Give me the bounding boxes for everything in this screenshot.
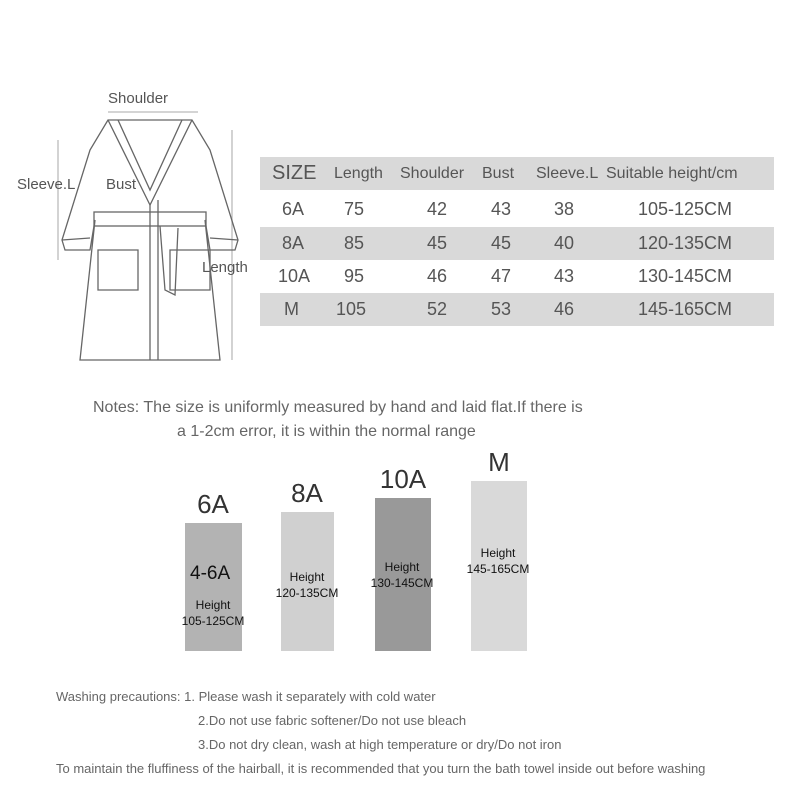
shoulder-label: Shoulder bbox=[108, 90, 169, 107]
bar-size-label: 10A bbox=[379, 464, 427, 494]
cell-height: 120-135CM bbox=[638, 233, 733, 253]
bar-text-m bbox=[456, 545, 540, 577]
bar-range: 145-165CM bbox=[466, 562, 530, 576]
cell-bust: 45 bbox=[491, 233, 512, 253]
cell-height: 145-165CM bbox=[638, 299, 733, 319]
washing-line-3: 3.Do not dry clean, wash at high temperature or dry/Do not iron bbox=[198, 737, 562, 752]
table-row bbox=[260, 260, 774, 293]
cell-shoulder: 42 bbox=[427, 199, 448, 219]
cell-sleeve: 40 bbox=[554, 233, 575, 253]
header-suitable-height: Suitable height/cm bbox=[606, 165, 738, 182]
bar-text-6a bbox=[171, 597, 255, 629]
bar-sub-label: 4-6A bbox=[190, 563, 231, 584]
robe-illustration bbox=[50, 110, 250, 370]
table-header-row bbox=[260, 157, 774, 190]
table-row bbox=[260, 227, 774, 260]
header-sleeve: Sleeve.L bbox=[536, 165, 599, 182]
cell-length: 105 bbox=[336, 299, 367, 319]
cell-shoulder: 45 bbox=[427, 233, 448, 253]
cell-shoulder: 46 bbox=[427, 266, 448, 286]
cell-bust: 53 bbox=[491, 299, 512, 319]
header-length: Length bbox=[334, 165, 383, 182]
height-bar-6a bbox=[185, 523, 242, 651]
cell-length: 85 bbox=[344, 233, 365, 253]
bar-text-10a bbox=[360, 559, 444, 591]
bar-height-label: Height bbox=[384, 560, 420, 574]
cell-shoulder: 52 bbox=[427, 299, 448, 319]
washing-line-2: 2.Do not use fabric softener/Do not use bleach bbox=[198, 713, 467, 728]
header-bust: Bust bbox=[482, 165, 515, 182]
washing-line-1: Washing precautions: 1. Please wash it separately with cold water bbox=[56, 689, 436, 704]
bar-range: 130-145CM bbox=[370, 576, 434, 590]
cell-sleeve: 43 bbox=[554, 266, 575, 286]
header-size: SIZE bbox=[272, 162, 317, 184]
cell-size: M bbox=[284, 299, 299, 319]
cell-sleeve: 38 bbox=[554, 199, 575, 219]
cell-size: 10A bbox=[278, 266, 311, 286]
table-row bbox=[260, 293, 774, 326]
header-shoulder: Shoulder bbox=[400, 165, 465, 182]
cell-bust: 47 bbox=[491, 266, 512, 286]
sleeve-label: Sleeve.L bbox=[17, 176, 76, 193]
washing-line-4: To maintain the fluffiness of the hairball, it is recommended that you turn the bath towel inside out before washing bbox=[56, 761, 706, 776]
cell-length: 75 bbox=[344, 199, 365, 219]
bar-height-label: Height bbox=[289, 570, 325, 584]
bar-size-label: 8A bbox=[291, 478, 323, 508]
cell-bust: 43 bbox=[491, 199, 512, 219]
bar-range: 105-125CM bbox=[181, 614, 245, 628]
cell-length: 95 bbox=[344, 266, 365, 286]
notes-line-2: a 1-2cm error, it is within the normal range bbox=[177, 423, 476, 440]
bar-range: 120-135CM bbox=[275, 586, 339, 600]
cell-height: 105-125CM bbox=[638, 199, 733, 219]
bust-label: Bust bbox=[106, 176, 137, 193]
bar-text-8a bbox=[265, 569, 349, 601]
bar-size-label: 6A bbox=[197, 489, 229, 519]
bar-height-label: Height bbox=[480, 546, 516, 560]
bar-height-label: Height bbox=[195, 598, 231, 612]
length-label: Length bbox=[202, 259, 248, 276]
cell-sleeve: 46 bbox=[554, 299, 575, 319]
cell-size: 8A bbox=[282, 233, 305, 253]
cell-height: 130-145CM bbox=[638, 266, 733, 286]
table-row bbox=[260, 193, 774, 226]
bar-size-label: M bbox=[488, 447, 510, 477]
cell-size: 6A bbox=[282, 199, 305, 219]
notes-line-1: Notes: The size is uniformly measured by hand and laid flat.If there is bbox=[93, 399, 583, 416]
